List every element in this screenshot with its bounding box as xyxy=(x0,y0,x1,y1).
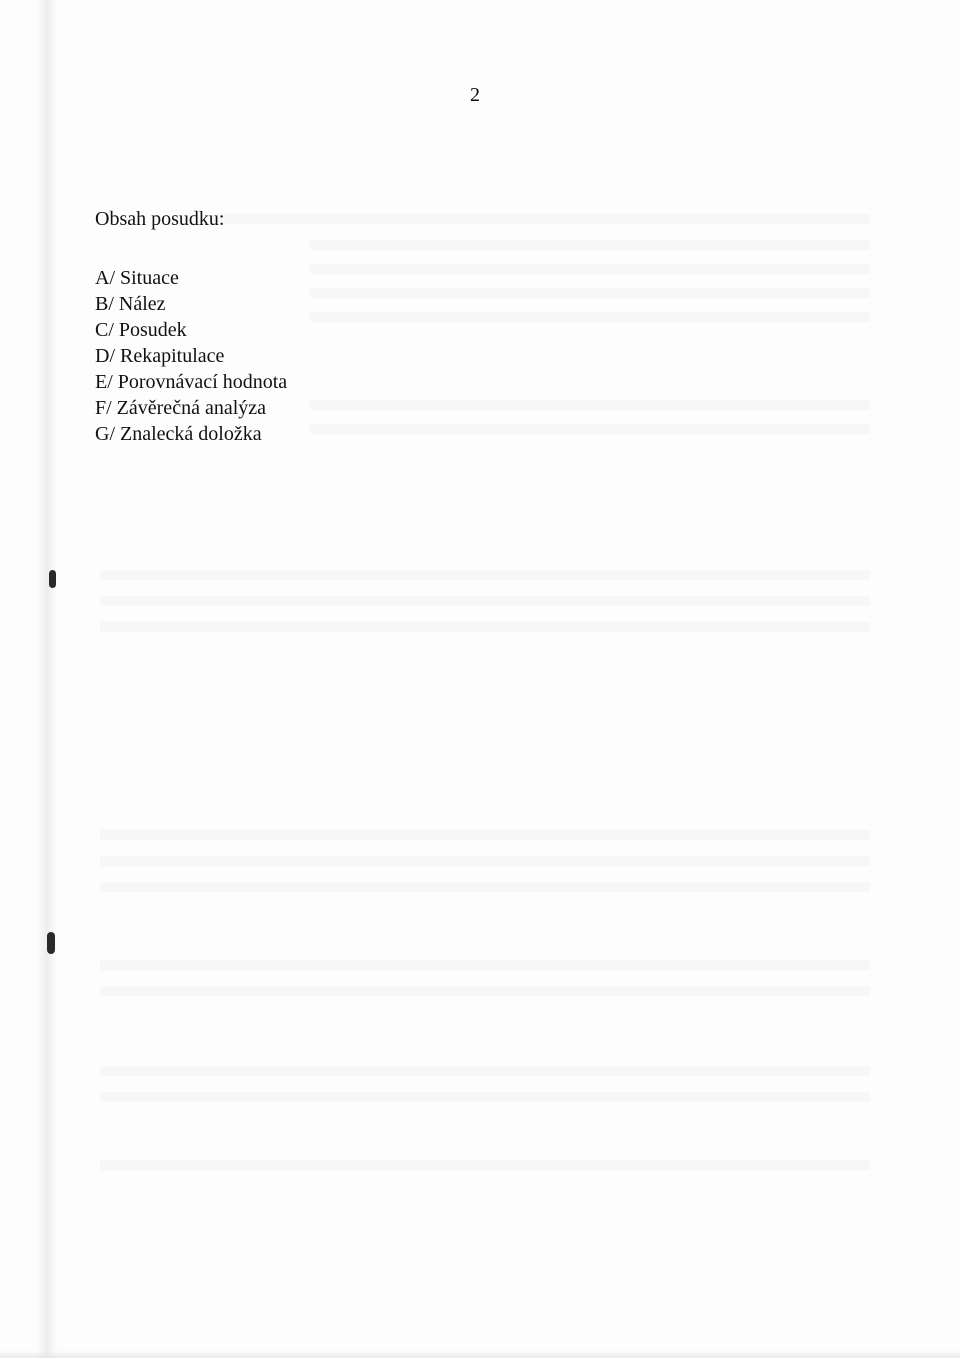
show-through-line xyxy=(310,240,870,250)
show-through-line xyxy=(310,288,870,298)
toc-item-posudek: C/ Posudek xyxy=(95,319,187,341)
show-through-line xyxy=(100,960,870,970)
show-through-line xyxy=(100,856,870,866)
show-through-line xyxy=(310,312,870,322)
toc-item-nalez: B/ Nález xyxy=(95,293,166,315)
show-through-line xyxy=(100,1092,870,1102)
page-bottom-edge xyxy=(0,1350,960,1358)
show-through-line xyxy=(310,424,870,434)
toc-item-znalecka-dolozka: G/ Znalecká doložka xyxy=(95,423,262,445)
show-through-line xyxy=(210,214,870,224)
punch-hole-mark xyxy=(47,932,55,954)
toc-item-rekapitulace: D/ Rekapitulace xyxy=(95,345,225,367)
toc-item-zaverecna-analyza: F/ Závěrečná analýza xyxy=(95,397,267,419)
show-through-line xyxy=(100,1160,870,1170)
show-through-line xyxy=(100,596,870,606)
toc-item-porovnavaci-hodnota: E/ Porovnávací hodnota xyxy=(95,371,288,393)
toc-title: Obsah posudku: xyxy=(95,208,225,230)
toc-list xyxy=(95,265,287,447)
show-through-line xyxy=(100,622,870,632)
show-through-line xyxy=(310,400,870,410)
table-of-contents xyxy=(95,208,287,447)
punch-hole-mark xyxy=(49,570,56,588)
show-through-line xyxy=(100,882,870,892)
binding-edge-shadow xyxy=(36,0,58,1358)
page-number: 2 xyxy=(470,84,480,106)
toc-item-situace: A/ Situace xyxy=(95,267,179,289)
show-through-line xyxy=(100,570,870,580)
show-through-line xyxy=(100,986,870,996)
show-through-line xyxy=(100,1066,870,1076)
show-through-line xyxy=(310,264,870,274)
show-through-line xyxy=(100,830,870,840)
